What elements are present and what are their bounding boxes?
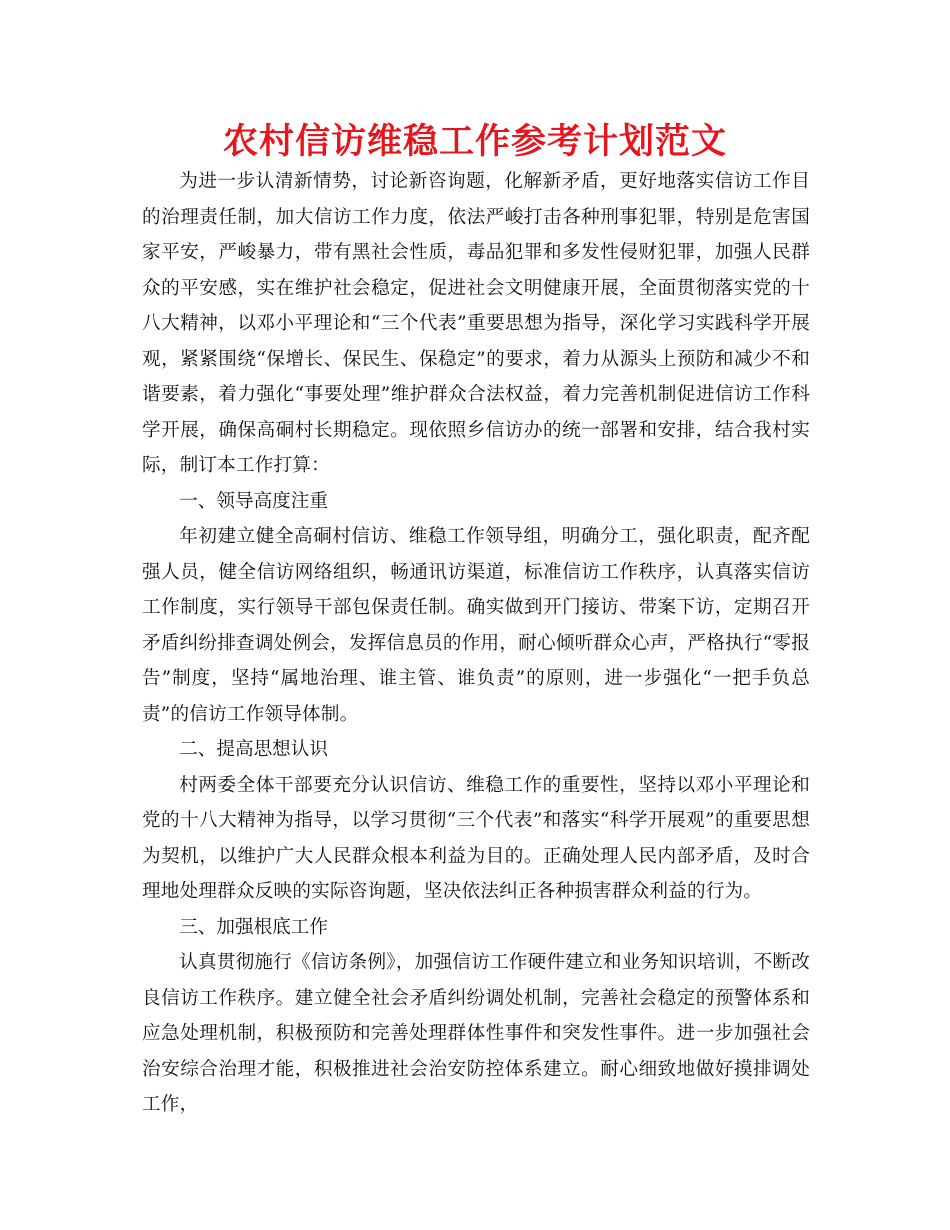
section-heading-3: 三、加强根底工作	[179, 916, 328, 938]
paragraph-section-2: 村两委全体干部要充分认识信访、维稳工作的重要性，坚持以邓小平理论和党的十八大精神为指导，以学习贯彻“三个代表”和落实“科学开展观”的重要思想为契机，以维护广大人民群众根本利益为目的。正确处理人民内部矛盾，及时合理地处理群众反映的实际咨询题，坚决依法纠正各种损害群众利益的行为。	[142, 774, 810, 902]
section-heading-1: 一、领导高度注重	[179, 490, 328, 512]
paragraph-section-3: 认真贯彻施行《信访条例》，加强信访工作硬件建立和业务知识培训，不断改良信访工作秩序。建立健全社会矛盾纠纷调处机制，完善社会稳定的预警体系和应急处理机制，积极预防和完善处理群体性事件和突发性事件。进一步加强社会治安综合治理才能，积极推进社会治安防控体系建立。耐心细致地做好摸排调处工作，	[142, 952, 810, 1115]
document-title: 农村信访维稳工作参考计划范文	[222, 122, 727, 162]
section-heading-2: 二、提高思想认识	[179, 739, 328, 760]
document-body	[142, 164, 810, 1123]
paragraph-section-1: 年初建立健全高硐村信访、维稳工作领导组，明确分工，强化职责，配齐配强人员，健全信访网络组织，畅通讯访渠道，标准信访工作秩序，认真落实信访工作制度，实行领导干部包保责任制。确实做到开门接访、带案下访，定期召开矛盾纠纷排查调处例会，发挥信息员的作用，耐心倾听群众心声，严格执行“零报告”制度，坚持“属地治理、谁主管、谁负责”的原则，进一步强化“一把手负总责”的信访工作领导体制。	[142, 526, 810, 725]
paragraph-intro: 为进一步认清新情势，讨论新咨询题，化解新矛盾，更好地落实信访工作目的治理责任制，加大信访工作力度，依法严峻打击各种刑事犯罪，特别是危害国家平安，严峻暴力，带有黑社会性质，毒品犯罪和多发性侵财犯罪，加强人民群众的平安感，实在维护社会稳定，促进社会文明健康开展，全面贯彻落实党的十八大精神，以邓小平理论和“三个代表”重要思想为指导，深化学习实践科学开展观，紧紧围绕“保增长、保民生、保稳定”的要求，着力从源头上预防和减少不和谐要素，着力强化“事要处理”维护群众合法权益，着力完善机制促进信访工作科学开展，确保高硐村长期稳定。现依照乡信访办的统一部署和安排，结合我村实际，制订本工作打算：	[142, 171, 810, 476]
